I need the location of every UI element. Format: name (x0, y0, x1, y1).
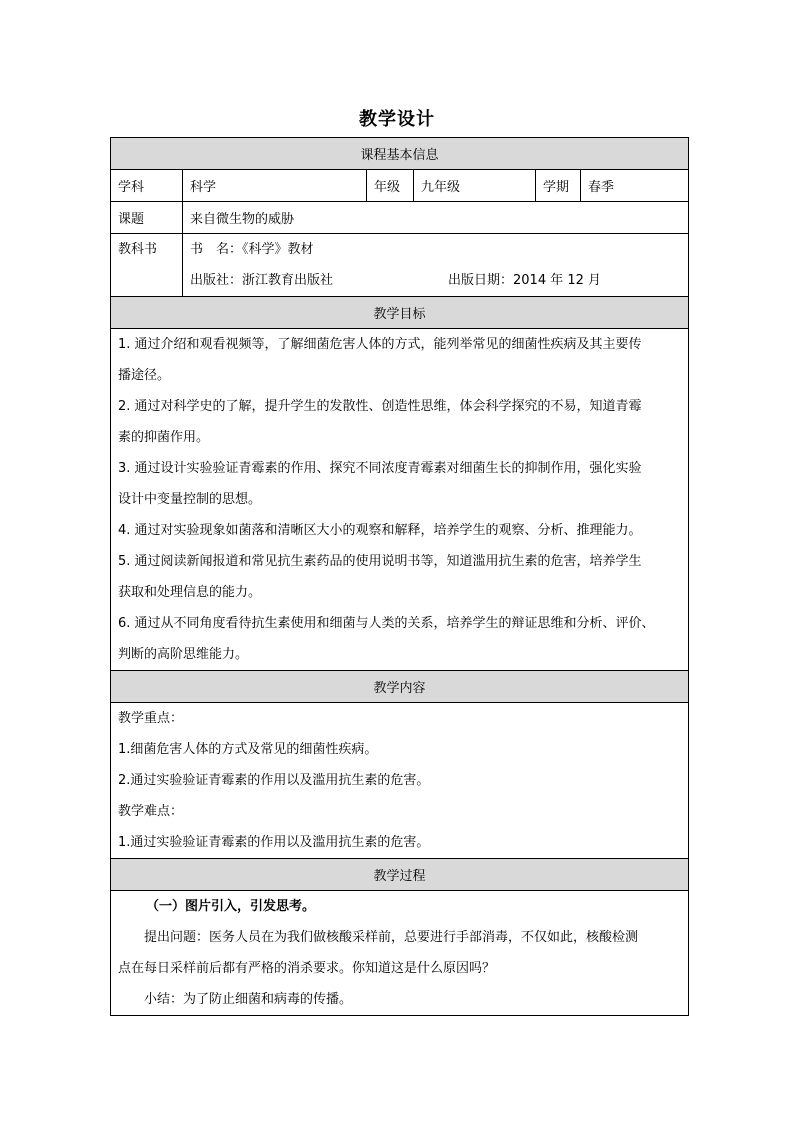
book-name: 书 名：《科学》教材 (190, 242, 314, 257)
content-body (111, 703, 689, 859)
process-summary: 小结：为了防止细菌和病毒的传播。 (144, 992, 353, 1007)
content-header: 教学内容 (111, 671, 689, 703)
topic-value: 来自微生物的威胁 (183, 202, 689, 234)
document-title: 教学设计 (359, 109, 435, 130)
topic-label: 课题 (111, 202, 183, 234)
grade-label: 年级 (367, 170, 414, 202)
grade-value: 九年级 (414, 170, 536, 202)
publication-date: 出版日期：2014 年 12 月 (448, 273, 602, 288)
objective-line: 1. 通过介绍和观看视频等，了解细菌危害人体的方式，能列举常见的细菌性疾病及其主要传 (118, 337, 642, 352)
subject-value: 科学 (183, 170, 367, 202)
term-label: 学期 (536, 170, 581, 202)
key-points-label: 教学重点： (118, 711, 184, 726)
objective-line: 播途径。 (118, 368, 171, 383)
process-question-cont: 点在每日采样前后都有严格的消杀要求。你知道这是什么原因吗？ (118, 961, 496, 976)
key-point: 2.通过实验验证青霉素的作用以及滥用抗生素的危害。 (118, 773, 430, 788)
objective-line: 3. 通过设计实验验证青霉素的作用、探究不同浓度青霉素对细菌生长的抑制作用，强化实验 (118, 461, 642, 476)
textbook-label: 教科书 (111, 234, 183, 297)
difficult-points-label: 教学难点： (118, 804, 184, 819)
process-question: 提出问题：医务人员在为我们做核酸采样前，总要进行手部消毒，不仅如此，核酸检测 (144, 930, 639, 945)
publisher: 出版社：浙江教育出版社 (190, 273, 334, 288)
process-section-title: （一）图片引入，引发思考。 (146, 899, 316, 914)
objective-line: 设计中变量控制的思想。 (118, 492, 262, 507)
objective-line: 6. 通过从不同角度看待抗生素使用和细菌与人类的关系，培养学生的辩证思维和分析、评价、 (118, 616, 655, 631)
publisher-row (190, 265, 681, 296)
objectives-header: 教学目标 (111, 297, 689, 329)
objective-line: 2. 通过对科学史的了解，提升学生的发散性、创造性思维，体会科学探究的不易，知道青霉 (118, 399, 642, 414)
term-value: 春季 (581, 170, 689, 202)
subject-label: 学科 (111, 170, 183, 202)
objective-line: 判断的高阶思维能力。 (118, 647, 249, 662)
objective-line: 素的抑菌作用。 (118, 430, 210, 445)
textbook-info (183, 234, 689, 297)
process-body (111, 891, 689, 1016)
objectives-content (111, 329, 689, 671)
difficult-point: 1.通过实验验证青霉素的作用以及滥用抗生素的危害。 (118, 835, 430, 850)
basic-info-header: 课程基本信息 (111, 138, 689, 170)
lesson-plan-table (110, 137, 689, 1016)
objective-line: 获取和处理信息的能力。 (118, 585, 262, 600)
process-header: 教学过程 (111, 859, 689, 891)
key-point: 1.细菌危害人体的方式及常见的细菌性疾病。 (118, 742, 378, 757)
objective-line: 4. 通过对实验现象如菌落和清晰区大小的观察和解释，培养学生的观察、分析、推理能力。 (118, 523, 642, 538)
objective-line: 5. 通过阅读新闻报道和常见抗生素药品的使用说明书等，知道滥用抗生素的危害，培养学生 (118, 554, 642, 569)
